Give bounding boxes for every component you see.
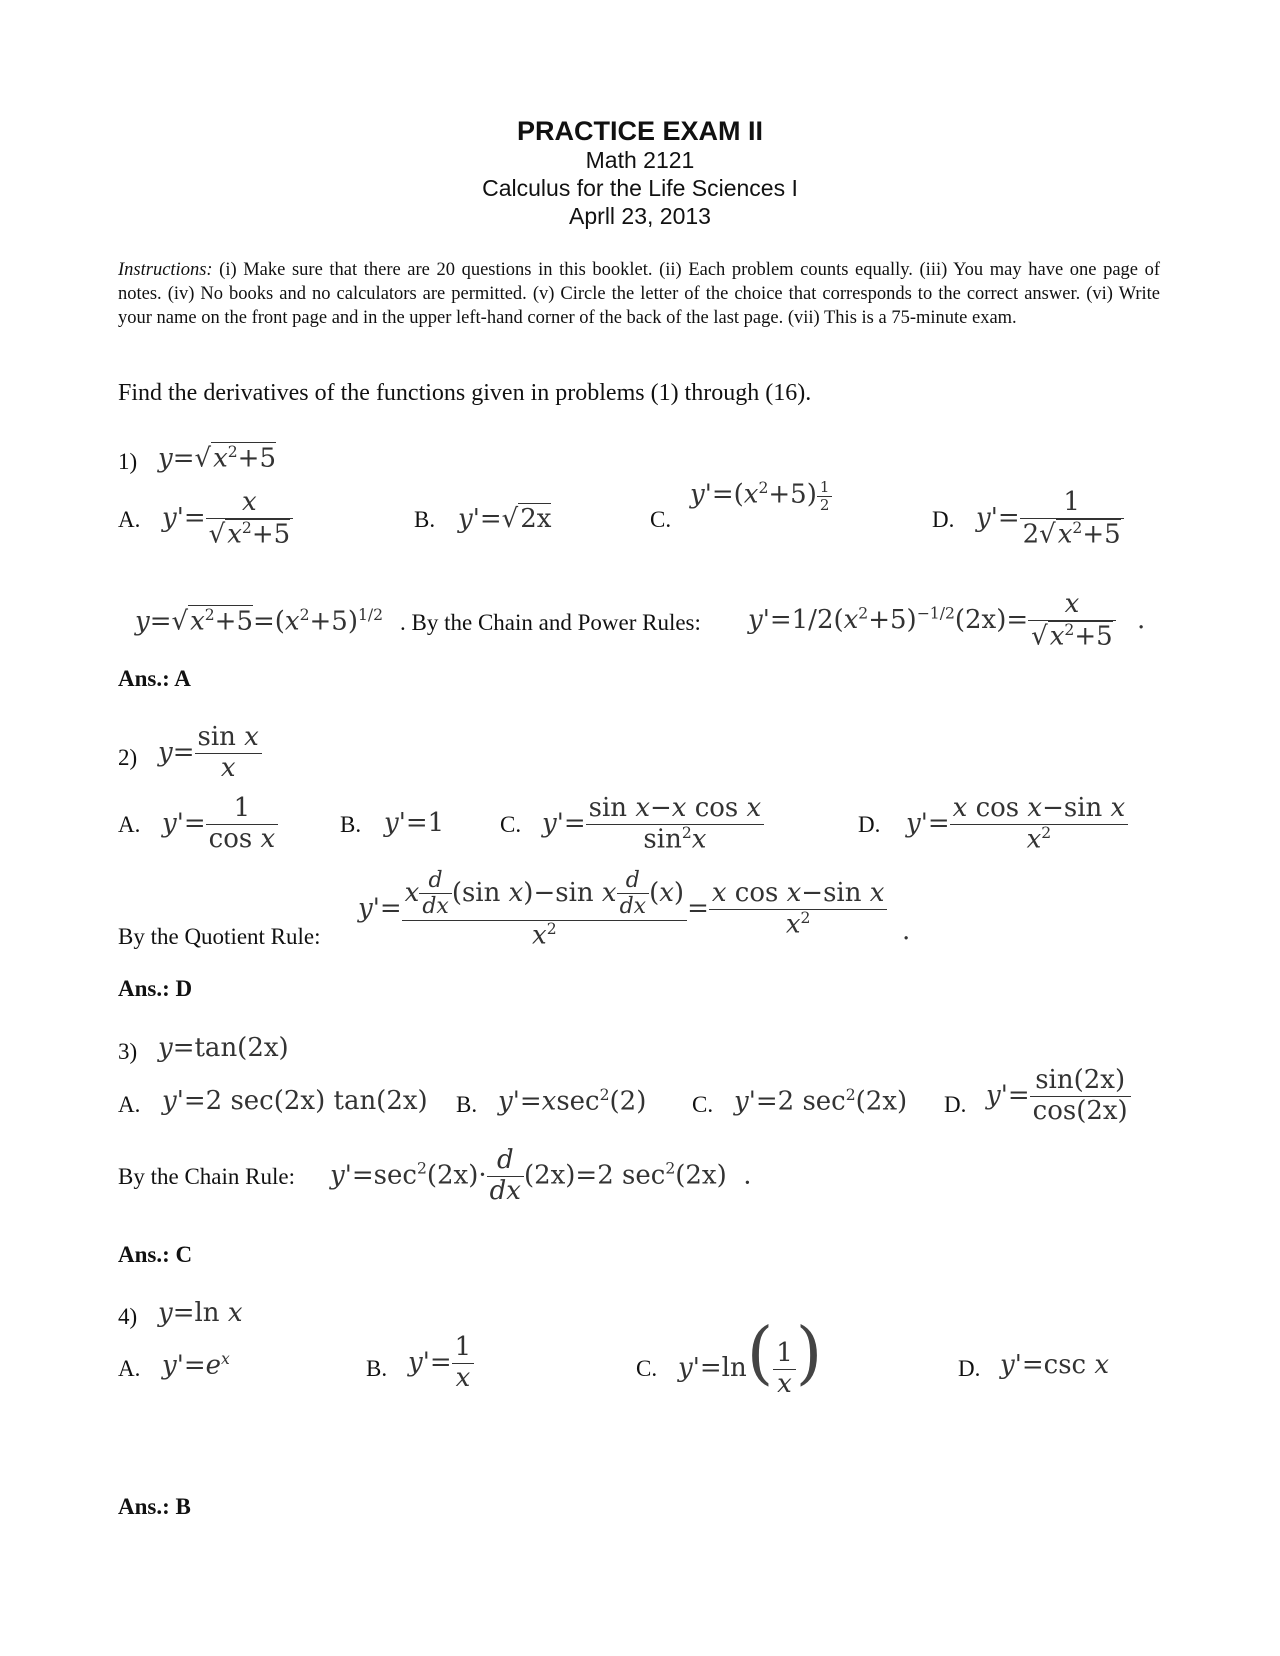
choice-label: B. (414, 507, 436, 532)
problem-3-solution: $y'=\sec^2(2x)\cdot$ $\frac{d}{dx}$ (2x)=2 $\sec^2(2x)$ . (330, 1145, 752, 1206)
problem-1-choice-d[interactable]: y'= $\frac{1}{2√x^2+5}$ (976, 488, 1124, 550)
problem-3-choice-d[interactable]: y'= $\frac{\sin(2x)}{\cos(2x)}$ (986, 1066, 1131, 1127)
problem-1-choice-a[interactable]: y'= $\frac{x}{√x^2+5}$ (162, 488, 293, 550)
choice-label: D. (932, 507, 955, 532)
choice-label: B. (456, 1092, 478, 1117)
problem-2-choice-a[interactable]: y'= $\frac{1}{\text{cos x}}$ (162, 794, 278, 855)
choice-label: B. (366, 1356, 388, 1381)
choice-label: D. (958, 1356, 981, 1381)
choice-label: A. (118, 812, 141, 837)
problem-4-choice-b[interactable]: y'= $\frac{1}{x}$ (408, 1333, 474, 1394)
problem-2-answer: Ans.: D (118, 976, 193, 1001)
choice-label: C. (500, 812, 522, 837)
problem-4-choice-d[interactable]: y'=csc x (1000, 1350, 1110, 1380)
exam-date: Aprll 23, 2013 (569, 203, 711, 229)
problem-2-solution-text: By the Quotient Rule: (118, 924, 321, 949)
problem-3-choice-b[interactable]: y'=xsec$^2$(2) (498, 1086, 647, 1117)
problem-number: 1) (118, 449, 138, 474)
choice-label: A. (118, 1092, 141, 1117)
course-number: Math 2121 (585, 147, 695, 173)
problem-1-answer: Ans.: A (118, 666, 191, 691)
problem-number: 4) (118, 1304, 138, 1329)
problem-1-function: $y=√x^2+5$ (158, 443, 276, 474)
problem-2-solution: y'= x $\frac{d}{dx}$ (sin x)−sin x $\frac{d}{dx}$ (x) $x^2$ = $\frac{\text{x cos x−sin x}}{x^2}$ (358, 868, 887, 951)
choice-label: A. (118, 507, 141, 532)
choice-label: D. (858, 812, 881, 837)
instructions-label: Instructions: (118, 260, 213, 280)
problem-2-choice-d[interactable]: y'= $\frac{\text{x cos x−sin x}}{x^2}$ (906, 794, 1128, 855)
intro-text: Find the derivatives of the functions given in problems (1) through (16). (118, 380, 812, 406)
problem-2-function: y= $\frac{\text{sin x}}{x}$ (158, 723, 262, 784)
problem-4-choice-a[interactable]: $y'=e^x$ (162, 1350, 230, 1381)
problem-number: 3) (118, 1039, 138, 1064)
problem-1-solution-rhs: $y'=1/2(x^2+5)^{-1/2}(2x)=$ $\frac{x}{√x^2+5}$ (748, 590, 1116, 652)
problem-4-function: y=ln x (158, 1298, 243, 1328)
choice-label: C. (636, 1356, 658, 1381)
problem-3-function: y=tan(2x) (158, 1033, 289, 1063)
problem-1-choice-b[interactable]: y'=√2x (458, 504, 552, 534)
problem-2-choice-c[interactable]: y'= $\frac{\text{sin x−x cos x}}{\sin^2x}$ (542, 794, 764, 855)
instructions-text: (i) Make sure that there are 20 questions in this booklet. (ii) Each problem counts equally. (iii) You may have one page of notes. (iv) No books and no calculators are permitted. (v) Circle the letter of the choice that corresponds to the correct answer. (vi) Write your name on the front page and in the upper left-hand corner of the back of the last page. (vii) This is a 75-minute exam. (118, 260, 1161, 328)
problem-1-choice-c[interactable]: $y'=(x^2+5)$ $\frac{1}{2}$ (690, 479, 832, 515)
problem-2-solution-period: . (902, 916, 911, 946)
problem-1-solution-lhs: $y=√x^2+5=(x^2+5)^{1/2}$ (135, 606, 384, 637)
problem-2-choice-b[interactable]: y'=1 (384, 808, 445, 838)
problem-3-choice-c[interactable]: y'=2 $\sec^2(2x)$ (734, 1086, 908, 1117)
problem-1-solution-text: . By the Chain and Power Rules: (400, 610, 701, 635)
problem-3-answer: Ans.: C (118, 1242, 193, 1267)
problem-4-answer: Ans.: B (118, 1494, 191, 1519)
choice-label: C. (692, 1092, 714, 1117)
problem-3-choice-a[interactable]: y'=2 sec(2x) tan(2x) (162, 1086, 428, 1116)
problem-4-choice-c[interactable]: y'=ln( $\frac{1}{x}$ ) (678, 1314, 823, 1399)
choice-label: A. (118, 1356, 141, 1381)
choice-label: B. (340, 812, 362, 837)
problem-number: 2) (118, 745, 138, 770)
instructions (118, 258, 1160, 330)
problem-3-solution-text: By the Chain Rule: (118, 1164, 295, 1189)
page-title: PRACTICE EXAM II (516, 116, 764, 146)
course-name: Calculus for the Life Sciences I (482, 175, 798, 201)
choice-label: D. (944, 1092, 967, 1117)
choice-label: C. (650, 507, 672, 532)
problem-1-solution-period: . (1137, 605, 1146, 635)
